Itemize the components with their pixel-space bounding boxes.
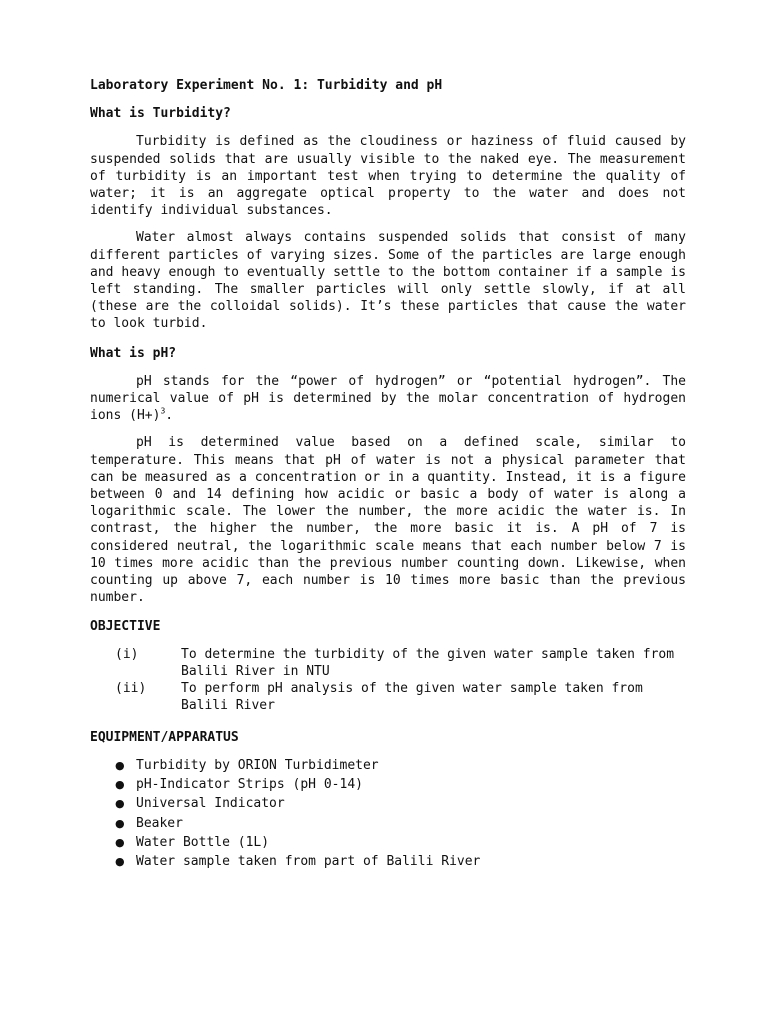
equipment-item: Turbidity by ORION Turbidimeter: [136, 757, 379, 773]
list-item: [90, 853, 686, 870]
equipment-item: Water Bottle (1L): [136, 834, 270, 850]
list-item: [90, 834, 686, 851]
equipment-item: Universal Indicator: [136, 796, 285, 812]
equipment-item: Beaker: [136, 815, 183, 831]
equipment-list: [90, 757, 686, 871]
ph-paragraph-1: [90, 373, 686, 425]
ph-paragraph-1-text: pH stands for the “power of hydrogen” or “potential hydrogen”. The numerical value of pH is determined by the molar concentration of hydrogen ions (H+): [90, 373, 686, 424]
turbidity-paragraph-1: Turbidity is defined as the cloudiness or haziness of fluid caused by suspended solids that are usually visible to the naked eye. The measurement of turbidity is an important test when trying to determine the quality of water; it is an aggregate optical property to the water and does not identify individual substances.: [90, 134, 686, 219]
document-title: Laboratory Experiment No. 1: Turbidity and pH: [90, 78, 443, 93]
equipment-heading: EQUIPMENT/APPARATUS: [90, 729, 239, 745]
bullet-icon: ●: [115, 816, 125, 830]
bullet-icon: ●: [115, 835, 125, 849]
bullet-icon: ●: [115, 758, 125, 772]
turbidity-paragraph-2: Water almost always contains suspended solids that consist of many different particles of varying sizes. Some of the particles are large enough and heavy enough to eventually settle to the bottom container if a sample is left standing. The smaller particles will only settle slowly, if at all (these are the colloidal solids). It’s these particles that cause the water to look turbid.: [90, 230, 686, 332]
ph-paragraph-2: pH is determined value based on a defined scale, similar to temperature. This means that pH of water is not a physical parameter that can be measured as a concentration or in a quantity. Instead, it is a figure between 0 and 14 defining how acidic or basic a body of water is along a logarithmic scale. The lower the number, the more acidic the water is. In contrast, the higher the number, the more basic it is. A pH of 7 is considered neutral, the logarithmic scale means that each number below 7 is 10 times more acidic than the previous number counting down. Likewise, when counting up above 7, each number is 10 times more basic than the previous number.: [90, 435, 686, 606]
ph-paragraph-1-end: .: [165, 408, 174, 424]
objective-item: [90, 680, 686, 714]
ph-paragraph-1-superscript: 3: [160, 406, 166, 416]
objective-text: To perform pH analysis of the given water sample taken from Balili River: [181, 681, 643, 714]
bullet-icon: ●: [115, 778, 125, 791]
objective-item: [90, 646, 686, 680]
objective-number: (i): [115, 646, 139, 662]
list-item: [90, 776, 686, 793]
equipment-item: pH-Indicator Strips (pH 0-14): [136, 777, 363, 792]
objective-heading: OBJECTIVE: [90, 619, 161, 635]
equipment-item: Water sample taken from part of Balili River: [136, 854, 481, 870]
bullet-icon: ●: [115, 855, 125, 869]
list-item: [90, 757, 686, 774]
list-item: [90, 795, 686, 812]
objective-text: To determine the turbidity of the given water sample taken from Balili River in NTU: [181, 646, 675, 679]
turbidity-heading: What is Turbidity?: [90, 106, 231, 122]
document-page: [90, 77, 686, 872]
ph-heading: What is pH?: [90, 345, 177, 361]
objectives-list: [90, 646, 686, 715]
list-item: [90, 815, 686, 832]
objective-number: (ii): [115, 681, 147, 697]
bullet-icon: ●: [115, 797, 125, 811]
